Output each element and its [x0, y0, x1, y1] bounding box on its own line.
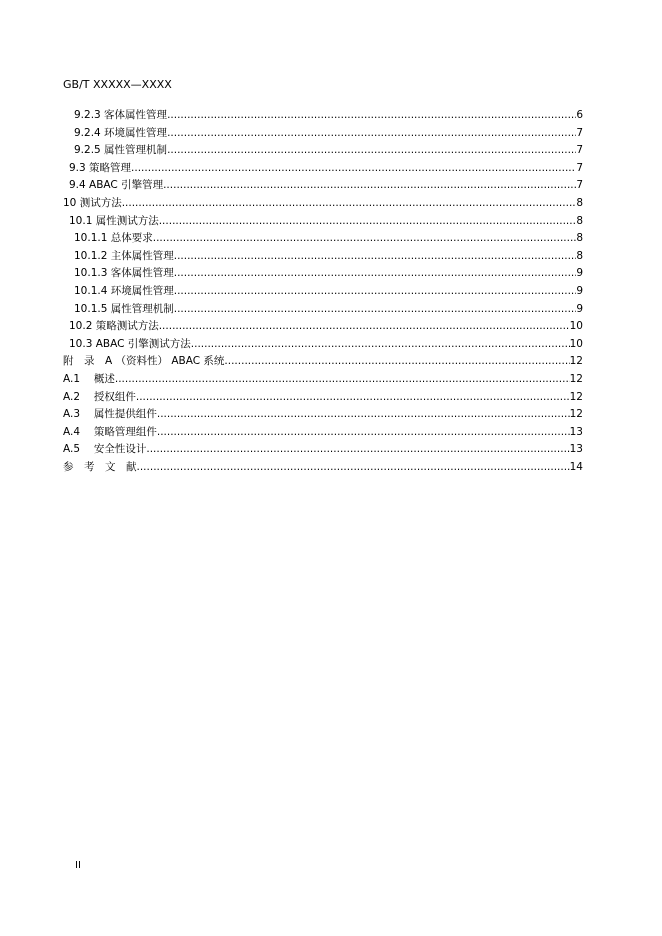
toc-leader-dots [174, 301, 577, 319]
toc-entry[interactable] [63, 336, 583, 354]
toc-leader-dots [153, 230, 577, 248]
toc-leader-dots [174, 265, 577, 283]
toc-entry-page: 7 [576, 144, 583, 157]
toc-entry[interactable] [63, 406, 583, 424]
toc-entry-label: 9.2.3 客体属性管理 [74, 109, 168, 121]
toc-entry[interactable] [63, 107, 583, 125]
toc-entry-label: A.3 属性提供组件 [63, 408, 157, 421]
toc-leader-dots [157, 406, 570, 424]
toc-entry-label: 10.1.1 总体要求 [74, 232, 153, 245]
toc-entry-label: 10.1 属性测试方法 [69, 214, 159, 227]
toc-entry-label: A.5 安全性设计 [63, 443, 147, 456]
table-of-contents [63, 107, 583, 476]
toc-entry[interactable] [63, 177, 583, 195]
toc-entry-page: 12 [569, 355, 583, 368]
toc-entry[interactable] [63, 125, 583, 143]
toc-entry-label: 9.2.5 属性管理机制 [74, 144, 168, 157]
toc-entry-page: 7 [576, 161, 583, 174]
toc-entry[interactable] [63, 142, 583, 160]
toc-leader-dots [191, 336, 570, 354]
toc-entry-label: 9.3 策略管理 [69, 161, 132, 174]
toc-entry-page: 7 [576, 126, 583, 139]
toc-entry-label: 附 录 A （资料性） ABAC 系统 [63, 355, 225, 368]
toc-entry-label: 10.1.2 主体属性管理 [74, 249, 174, 262]
toc-entry[interactable] [63, 248, 583, 266]
toc-entry-label: A.1 概述 [63, 372, 115, 385]
toc-leader-dots [167, 142, 576, 160]
toc-entry[interactable] [63, 195, 583, 213]
document-header-code: GB/T XXXXX—XXXX [63, 78, 172, 91]
toc-entry[interactable] [63, 213, 583, 231]
toc-entry[interactable] [63, 424, 583, 442]
toc-entry[interactable] [63, 318, 583, 336]
toc-entry-label: 10.1.5 属性管理机制 [74, 302, 174, 315]
toc-entry-page: 8 [576, 249, 583, 262]
toc-leader-dots [137, 459, 570, 477]
toc-entry-page: 9 [576, 284, 583, 297]
toc-entry[interactable] [63, 441, 583, 459]
toc-entry-page: 12 [569, 408, 583, 421]
toc-entry-page: 8 [576, 232, 583, 245]
toc-entry-label: 参 考 文 献 [63, 460, 137, 473]
toc-leader-dots [136, 389, 570, 407]
toc-entry-page: 8 [576, 214, 583, 227]
toc-entry-page: 10 [569, 320, 583, 333]
toc-entry-page: 12 [569, 372, 583, 385]
toc-leader-dots [159, 318, 570, 336]
toc-entry-page: 14 [569, 460, 583, 473]
toc-entry[interactable] [63, 230, 583, 248]
toc-entry-page: 8 [576, 196, 583, 209]
toc-leader-dots [224, 353, 569, 371]
toc-entry-page: 6 [576, 109, 583, 121]
toc-entry-page: 7 [576, 179, 583, 192]
toc-entry-page: 10 [569, 337, 583, 350]
toc-leader-dots [157, 424, 570, 442]
toc-leader-dots [122, 195, 577, 213]
toc-entry[interactable] [63, 389, 583, 407]
toc-entry-label: 9.2.4 环境属性管理 [74, 126, 168, 139]
toc-entry[interactable] [63, 301, 583, 319]
toc-entry-page: 12 [569, 390, 583, 403]
toc-leader-dots [167, 125, 576, 143]
toc-entry-page: 9 [576, 302, 583, 315]
toc-entry-label: 10.3 ABAC 引擎测试方法 [69, 337, 191, 350]
toc-leader-dots [174, 248, 577, 266]
toc-entry[interactable] [63, 265, 583, 283]
toc-leader-dots [163, 177, 576, 195]
page-number: II [75, 860, 81, 871]
toc-entry[interactable] [63, 459, 583, 477]
toc-entry-page: 13 [569, 425, 583, 438]
toc-leader-dots [159, 213, 577, 231]
toc-entry[interactable] [63, 353, 583, 371]
toc-leader-dots [167, 107, 576, 125]
toc-entry[interactable] [63, 160, 583, 178]
toc-leader-dots [146, 441, 569, 459]
toc-entry-page: 13 [569, 443, 583, 456]
toc-leader-dots [174, 283, 577, 301]
toc-entry-label: 10.2 策略测试方法 [69, 320, 159, 333]
toc-entry-label: A.2 授权组件 [63, 390, 136, 403]
toc-entry-label: 10 测试方法 [63, 196, 122, 209]
toc-entry-label: 10.1.4 环境属性管理 [74, 284, 174, 297]
toc-leader-dots [131, 160, 576, 178]
toc-entry-page: 9 [576, 267, 583, 280]
toc-entry-label: A.4 策略管理组件 [63, 425, 157, 438]
toc-entry[interactable] [63, 283, 583, 301]
toc-entry[interactable] [63, 371, 583, 389]
toc-leader-dots [115, 371, 570, 389]
toc-entry-label: 9.4 ABAC 引擎管理 [69, 179, 164, 192]
toc-entry-label: 10.1.3 客体属性管理 [74, 267, 174, 280]
